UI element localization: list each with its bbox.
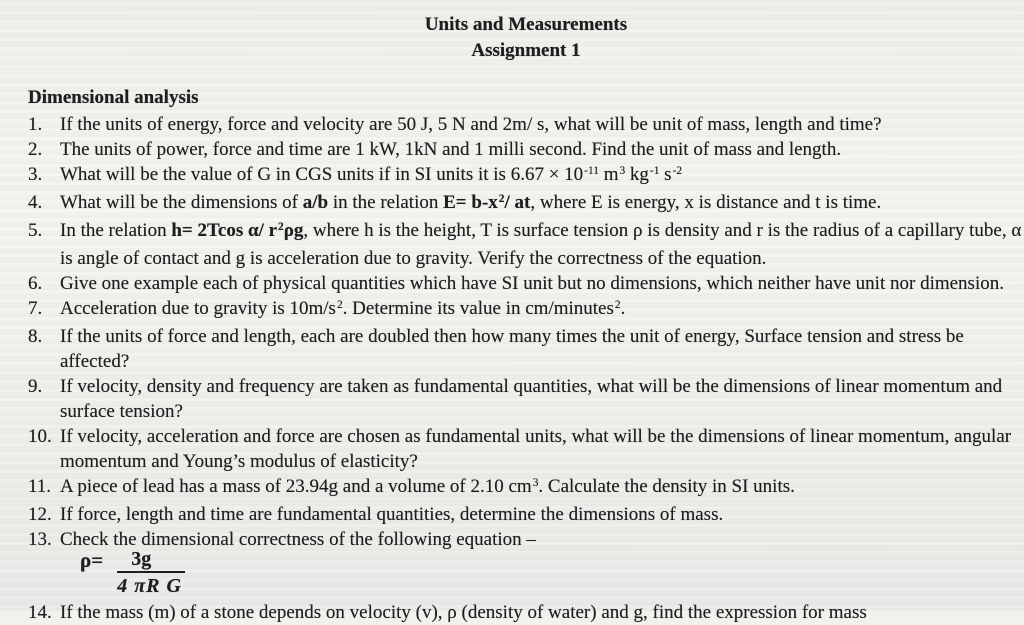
question-text: The units of power, force and time are 1 kW, 1kN and 1 milli second. Find the unit of mass and length. <box>60 139 842 160</box>
question-text: If force, length and time are fundamental quantities, determine the dimensions of mass. <box>60 504 724 525</box>
question-row <box>28 502 1024 527</box>
question-number: 7. <box>28 298 43 319</box>
formula-numerator: 3g <box>117 548 185 573</box>
question-row <box>28 424 1024 474</box>
question-text: In the relation h= 2Tcos α/ $r^2\rho g$, where h is the height, T is surface tension ρ is density and r is the radius of a capillary tube, α is angle of contact and g is acceleration due to gravity. Verify the correctness of the equation. <box>60 220 1022 269</box>
question-row <box>28 374 1024 424</box>
question-row <box>28 474 1024 502</box>
assignment-subtitle: Assignment 1 <box>471 40 581 61</box>
question-row <box>28 296 1024 324</box>
question-text: If velocity, density and frequency are taken as fundamental quantities, what will be the dimensions of linear momentum and surface tension? <box>60 376 1003 422</box>
title-block <box>28 12 1024 64</box>
question-number: 2. <box>28 139 43 160</box>
question-number: 4. <box>28 192 43 213</box>
question-row <box>28 271 1024 296</box>
question-text: Acceleration due to gravity is $10m/s^2$. Determine its value in cm/minutes$^2$. <box>60 298 626 319</box>
question-row <box>28 600 1024 625</box>
question-number: 1. <box>28 114 43 135</box>
question-row <box>28 162 1024 190</box>
question-number: 12. <box>28 504 52 525</box>
question-text: If the mass (m) of a stone depends on velocity (v), ρ (density of water) and g, find the expression for mass <box>60 602 867 623</box>
question-number: 5. <box>28 220 43 241</box>
question-text: If the units of energy, force and velocity are 50 J, 5 N and 2m/ s, what will be unit of mass, length and time? <box>60 114 882 135</box>
question-text: Check the dimensional correctness of the following equation – <box>60 529 536 550</box>
question-text: If the units of force and length, each are doubled then how many times the unit of energy, Surface tension and stress be affected? <box>60 326 964 372</box>
question-text: If velocity, acceleration and force are chosen as fundamental units, what will be the dimensions of linear momentum, angular momentum and Young’s modulus of elasticity? <box>60 426 1012 472</box>
question-number: 10. <box>28 426 52 447</box>
question-text: What will be the dimensions of a/b in the relation $E= b-x^2/$ at, where E is energy, x is distance and t is time. <box>60 192 882 213</box>
question-number: 8. <box>28 326 43 347</box>
question-row <box>28 218 1024 271</box>
question-list <box>28 112 1024 625</box>
question-row <box>28 190 1024 218</box>
question-text: A piece of lead has a mass of 23.94g and a volume of 2.10 $cm^3$. Calculate the density in SI units. <box>60 476 795 497</box>
question-number: 11. <box>28 476 52 497</box>
question-row <box>28 324 1024 374</box>
question-number: 3. <box>28 164 43 185</box>
question-row <box>28 112 1024 137</box>
question-number: 14. <box>28 602 52 623</box>
formula-lhs: ρ= <box>80 548 104 572</box>
formula-denominator: 4 πR G <box>117 575 182 597</box>
question-number: 13. <box>28 529 52 550</box>
page-title: Units and Measurements <box>424 14 628 35</box>
formula <box>80 548 1024 600</box>
question-text: What will be the value of G in CGS units if in SI units it is $6.67 \times 10^{-11}$ $m^3$ $kg^{-1}$ $s^{-2}$ <box>60 164 683 185</box>
question-number: 9. <box>28 376 43 397</box>
question-text: Give one example each of physical quantities which have SI unit but no dimensions, which neither have unit nor dimension. <box>60 273 1004 294</box>
section-heading: Dimensional analysis <box>28 87 199 108</box>
formula-fraction <box>117 548 185 598</box>
question-number: 6. <box>28 273 43 294</box>
question-row <box>28 137 1024 162</box>
